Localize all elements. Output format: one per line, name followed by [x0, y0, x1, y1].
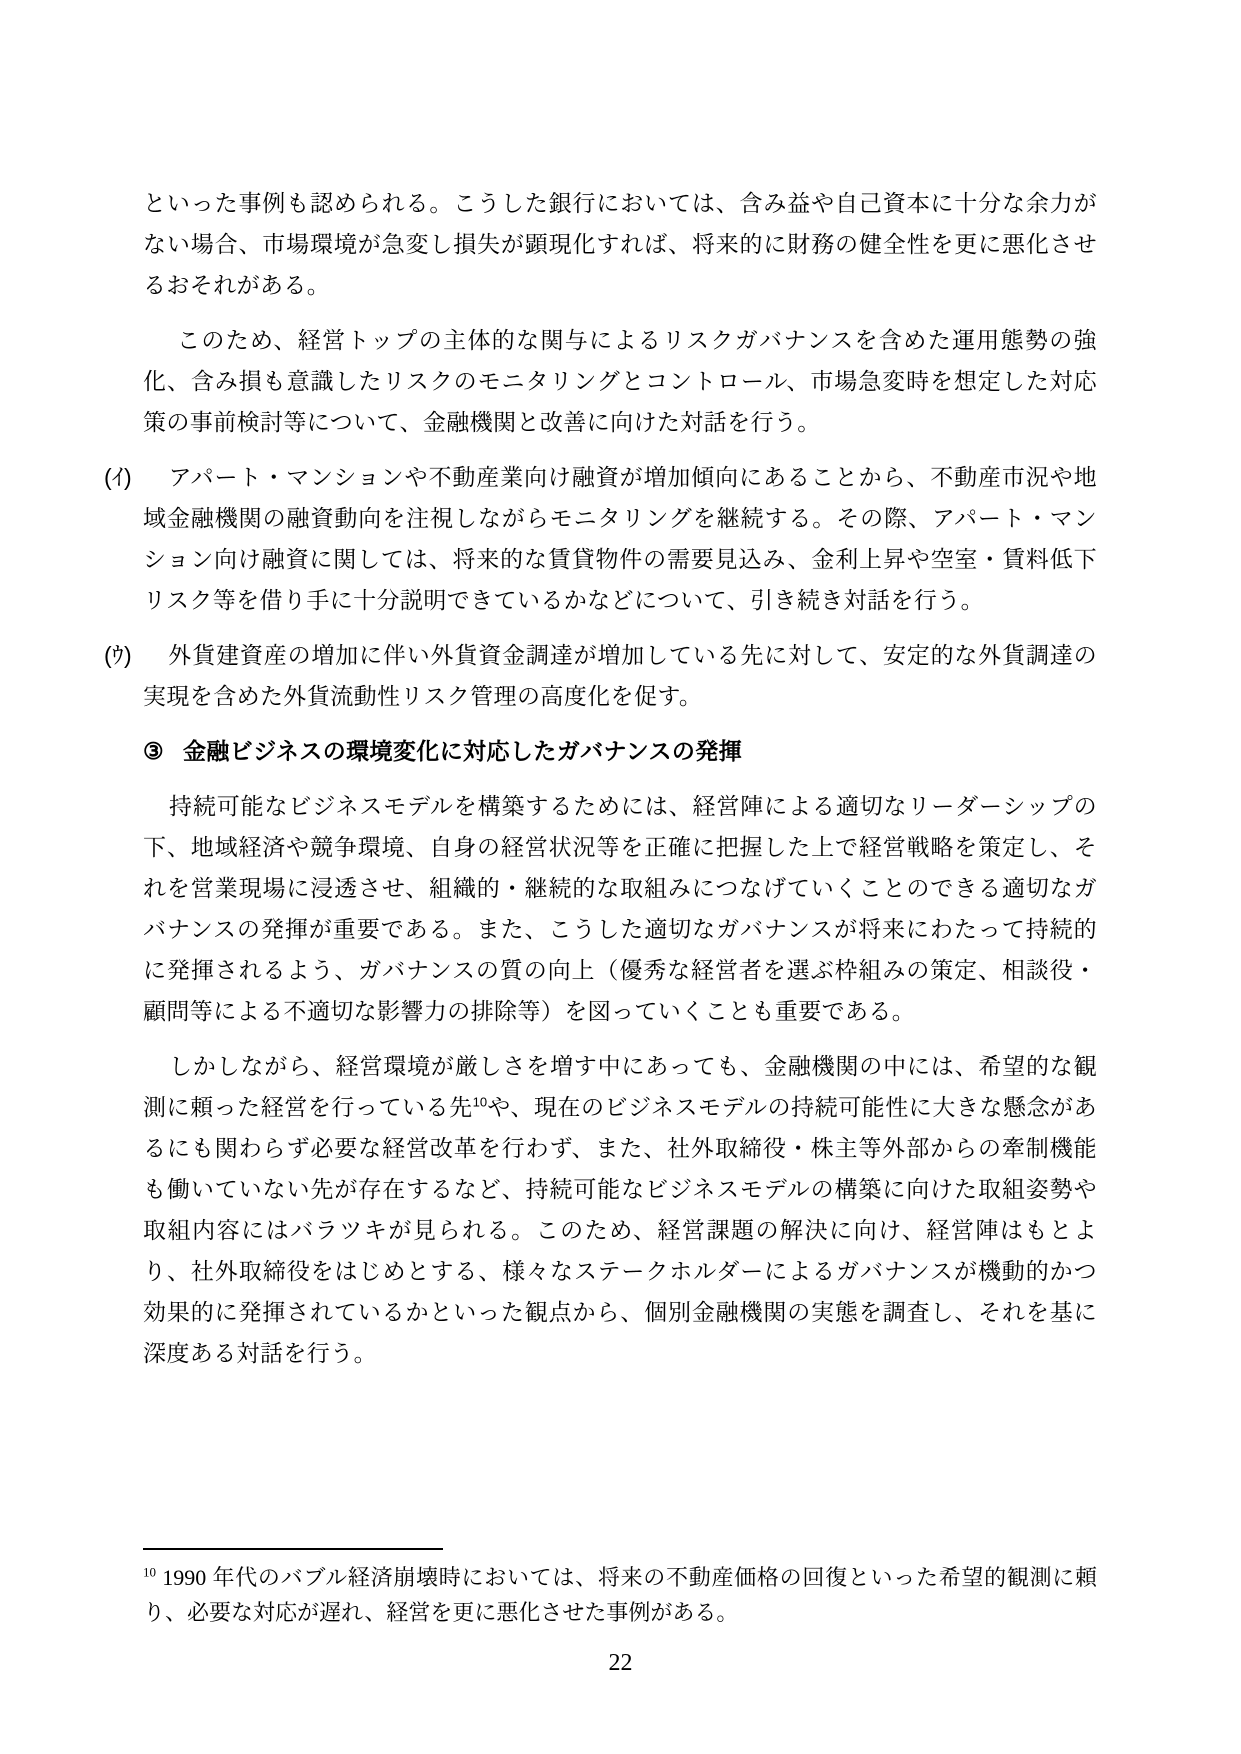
paragraph-dialogue: このため、経営トップの主体的な関与によるリスクガバナンスを含めた運用態勢の強化、含み損も意識したリスクのモニタリングとコントロール、市場急変時を想定した対応策の事前検討等について、金融機関と改善に向けた対話を行う。	[143, 327, 1097, 435]
page-content	[104, 183, 1097, 1388]
section-heading-3	[143, 731, 1097, 772]
list-item-i-text: アパート・マンションや不動産業向け融資が増加傾向にあることから、不動産市況や地域金融機関の融資動向を注視しながらモニタリングを継続する。その際、アパート・マンション向け融資に関しては、将来的な賃貸物件の需要見込み、金利上昇や空室・賃料低下リスク等を借り手に十分説明できているかなどについて、引き続き対話を行う。	[143, 464, 1097, 613]
list-marker-i: (ｲ)	[104, 464, 133, 490]
footnote-10-text: 1990 年代のバブル経済崩壊時においては、将来の不動産価格の回復といった希望的観測に頼り、必要な対応が遅れ、経営を更に悪化させた事例がある。	[143, 1565, 1098, 1625]
paragraph-governance: 持続可能なビジネスモデルを構築するためには、経営陣による適切なリーダーシップの下、地域経済や競争環境、自身の経営状況等を正確に把握した上で経営戦略を策定し、それを営業現場に浸透させ、組織的・継続的な取組みにつなげていくことのできる適切なガバナンスの発揮が重要である。また、こうした適切なガバナンスが将来にわたって持続的に発揮されるよう、ガバナンスの質の向上（優秀な経営者を選ぶ枠組みの策定、相談役・顧問等による不適切な影響力の排除等）を図っていくことも重要である。	[143, 793, 1097, 1024]
footnote-10-marker: 10	[143, 1564, 156, 1580]
section-heading-3-title: 金融ビジネスの環境変化に対応したガバナンスの発揮	[183, 738, 743, 764]
paragraph-issues-text-before: しかしながら、経営環境が厳しさを増す中にあっても、金融機関の中には、希望的な観測に頼った経営を行っている先	[143, 1053, 1097, 1120]
list-item-i	[104, 457, 1097, 621]
footnote-10	[143, 1560, 1097, 1630]
paragraph-bank-risk: といった事例も認められる。こうした銀行においては、含み益や自己資本に十分な余力がない場合、市場環境が急変し損失が顕現化すれば、将来的に財務の健全性を更に悪化させるおそれがある。	[143, 190, 1097, 298]
page-number: 22	[608, 1650, 633, 1676]
list-marker-u: (ｳ)	[104, 642, 133, 668]
footnote-area	[143, 1548, 1097, 1630]
section-heading-3-marker: ③	[143, 738, 165, 764]
paragraph-issues	[143, 1046, 1097, 1374]
footnote-reference-10: 10	[472, 1094, 488, 1110]
footnote-separator	[143, 1548, 443, 1550]
list-item-u-text: 外貨建資産の増加に伴い外貨資金調達が増加している先に対して、安定的な外貨調達の実現を含めた外貨流動性リスク管理の高度化を促す。	[143, 642, 1097, 709]
list-item-u	[104, 635, 1097, 717]
paragraph-issues-text-after: や、現在のビジネスモデルの持続可能性に大きな懸念があるにも関わらず必要な経営改革を行わず、また、社外取締役・株主等外部からの牽制機能も働いていない先が存在するなど、持続可能なビジネスモデルの構築に向けた取組姿勢や取組内容にはバラツキが見られる。このため、経営課題の解決に向け、経営陣はもとより、社外取締役をはじめとする、様々なステークホルダーによるガバナンスが機動的かつ効果的に発揮されているかといった観点から、個別金融機関の実態を調査し、それを基に深度ある対話を行う。	[143, 1094, 1097, 1366]
